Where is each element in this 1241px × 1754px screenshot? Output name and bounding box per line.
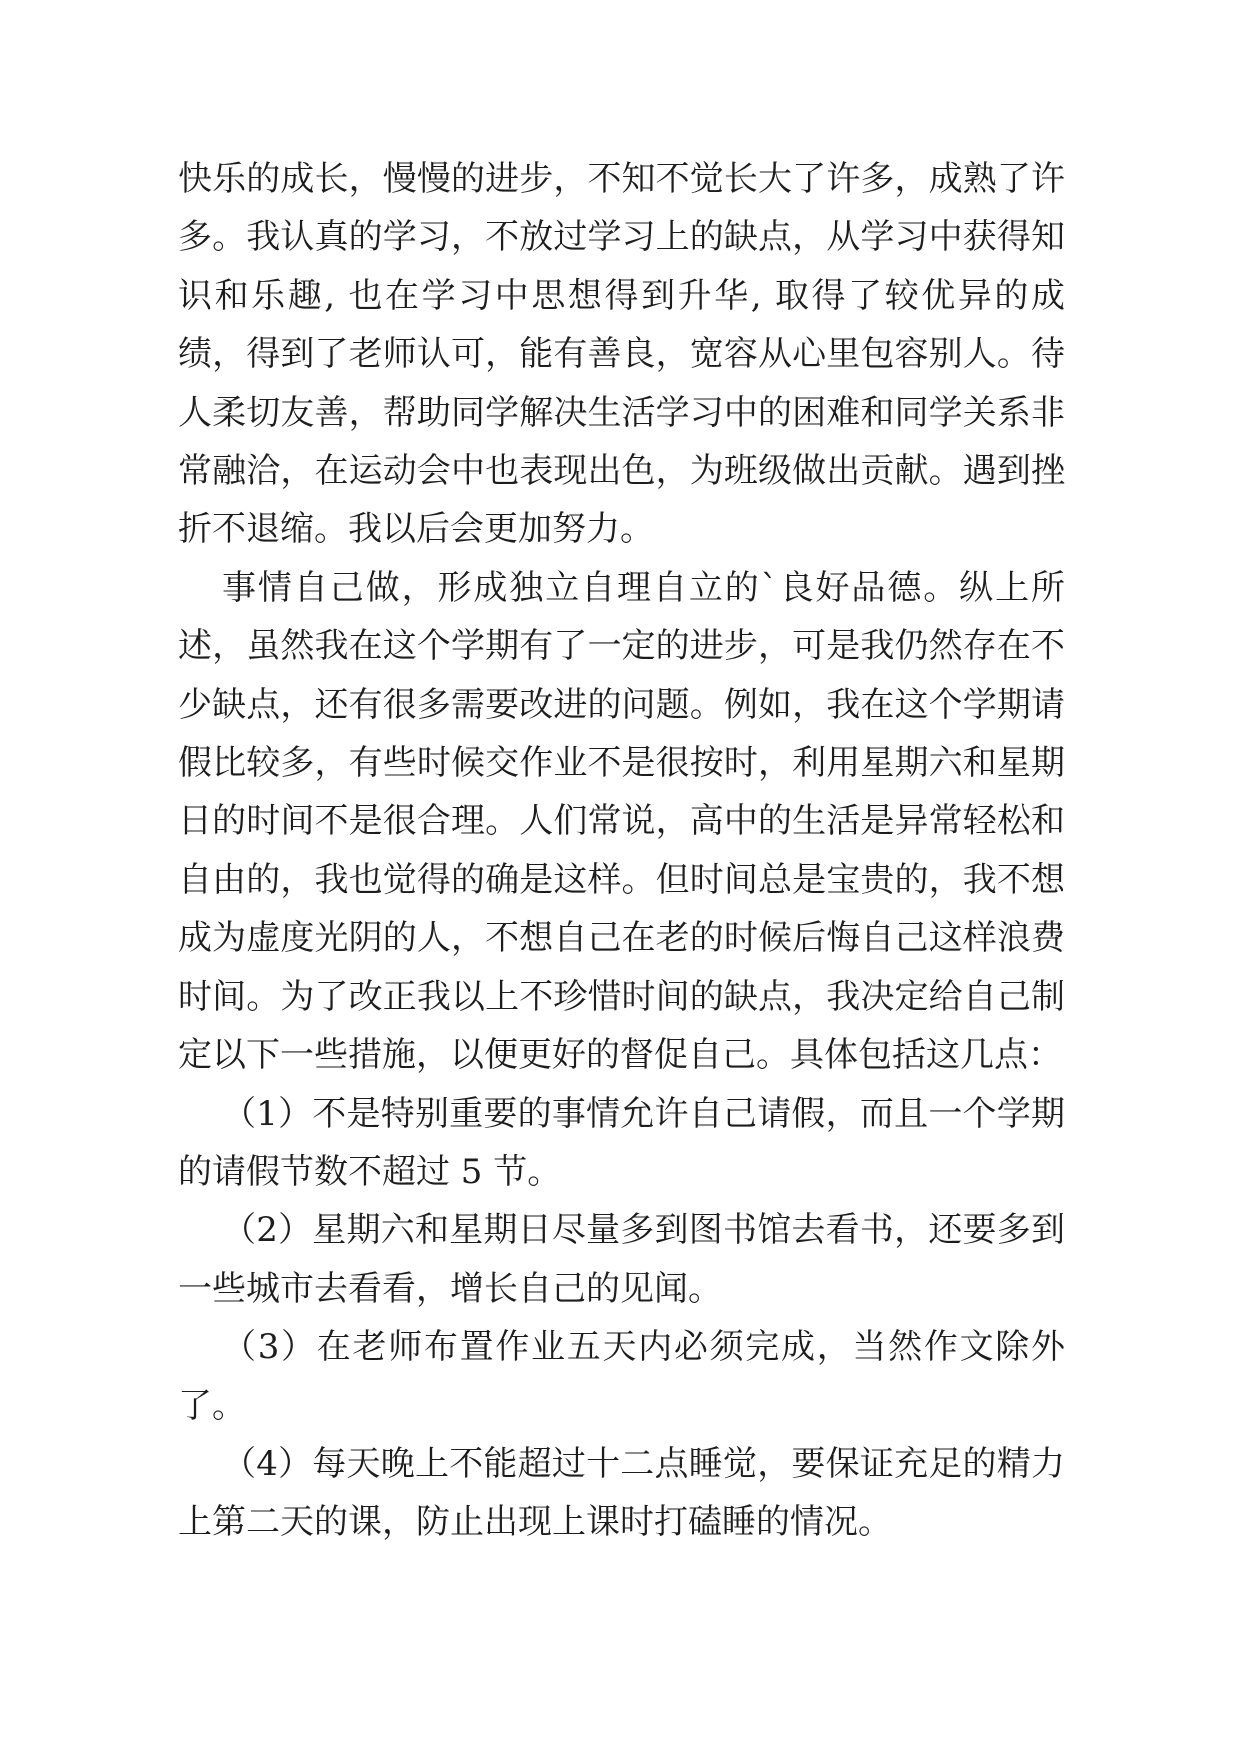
list-item-2: （2）星期六和星期日尽量多到图书馆去看书，还要多到一些城市去看看，增长自己的见闻。 (178, 1210, 1065, 1309)
paragraph: 快乐的成长，慢慢的进步，不知不觉长大了许多，成熟了许多。我认真的学习，不放过学习上的缺点，从学习中获得知识和乐趣, 也在学习中思想得到升华, 取得了较优异的成绩，得到了老师认可，能有善良，宽容从心里包容别人。待人柔切友善，帮助同学解决生活学习中的困难和同学关系非常融洽，在运动会中也表现出色，为班级做出贡献。遇到挫折不退缩。我以后会更加努力。 (178, 159, 1065, 550)
list-item-4: （4）每天晚上不能超过十二点睡觉，要保证充足的精力上第二天的课，防止出现上课时打磕睡的情况。 (178, 1443, 1065, 1543)
document-text-block (178, 150, 1065, 1552)
paragraph: 事情自己做，形成独立自理自立的`良好品德。纵上所述，虽然我在这个学期有了一定的进步，可是我仍然存在不少缺点，还有很多需要改进的问题。例如，我在这个学期请假比较多，有些时候交作业不是很按时，利用星期六和星期日的时间不是很合理。人们常说，高中的生活是异常轻松和自由的，我也觉得的确是这样。但时间总是宝贵的，我不想成为虚度光阴的人，不想自己在老的时候后悔自己这样浪费时间。为了改正我以上不珍惜时间的缺点，我决定给自己制定以下一些措施，以便更好的督促自己。具体包括这几点： (178, 567, 1065, 1076)
list-item-1: （1）不是特别重要的事情允许自己请假，而且一个学期的请假节数不超过 5 节。 (178, 1093, 1065, 1192)
list-item-3: （3）在老师布置作业五天内必须完成，当然作文除外了。 (178, 1327, 1065, 1426)
